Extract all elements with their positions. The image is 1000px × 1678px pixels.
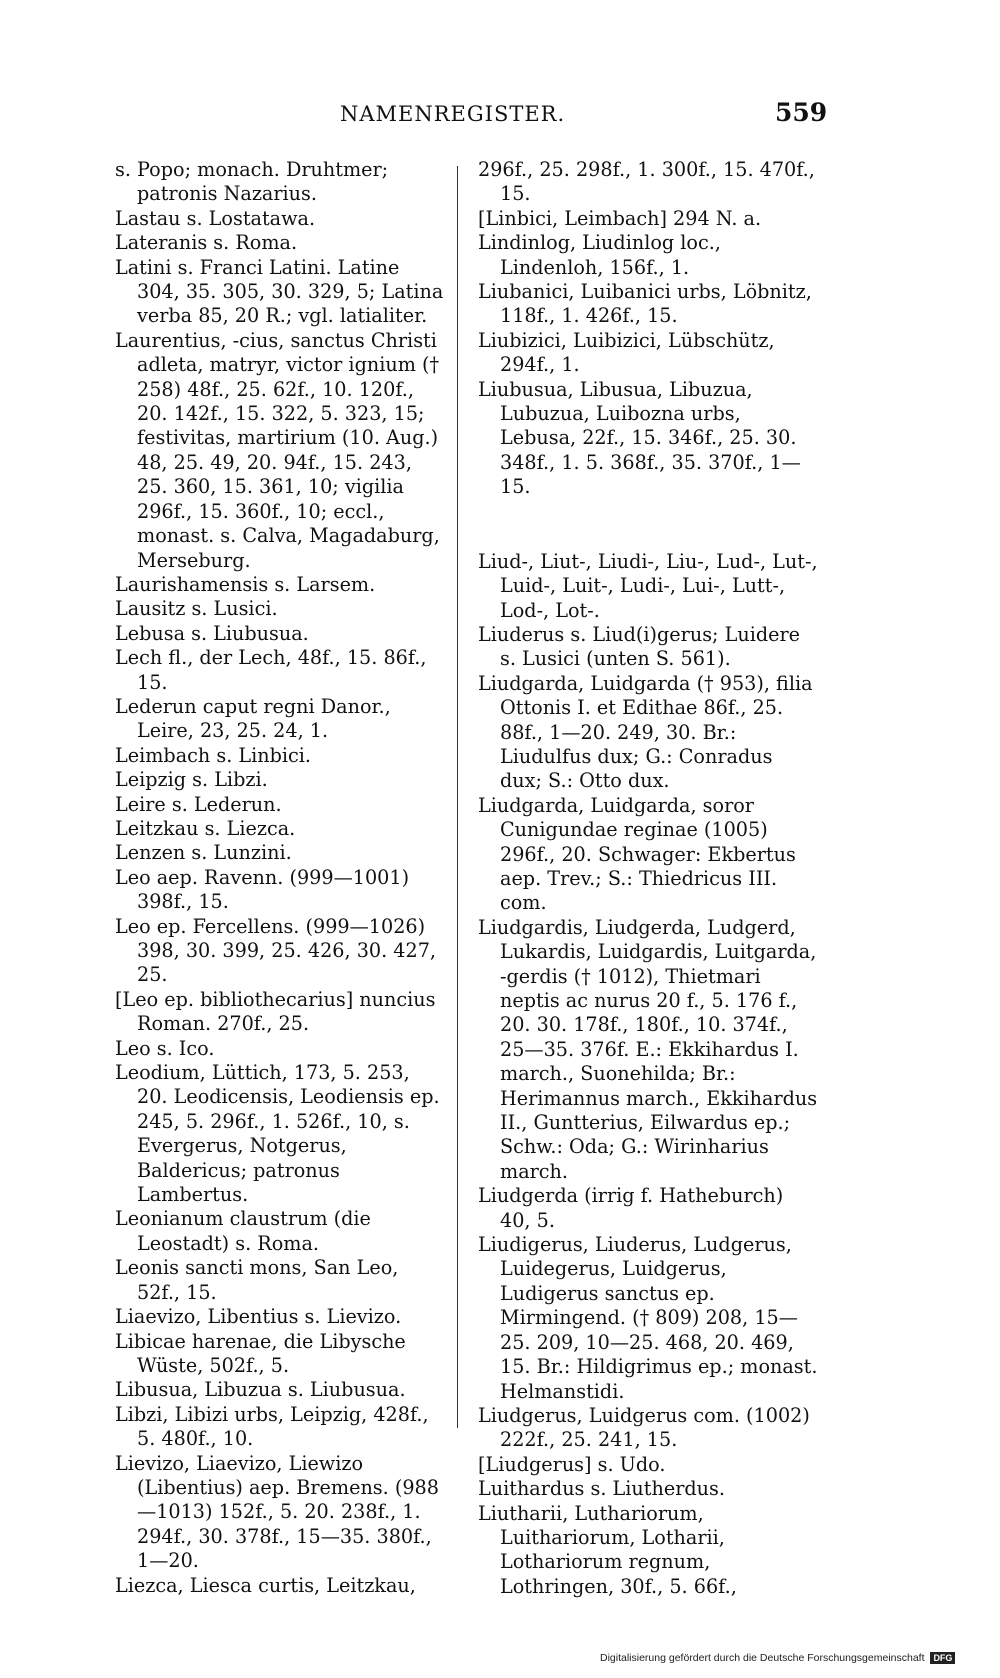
index-entry: Liudigerus, Liuderus, Ludgerus, Luidegerus, Luidgerus, Ludigerus sanctus ep. Mirmingend. († 809) 208, 15—25. 209, 10—25. 468, 20. 469, 15. Br.: Hildigrimus ep.; monast. Helmanstidi. — [478, 1233, 818, 1403]
index-entry: [Linbici, Leimbach] 294 N. a. — [478, 206, 762, 230]
index-entry: Lenzen s. Lunzini. — [115, 841, 292, 865]
index-entry: Lausitz s. Lusici. — [115, 597, 278, 621]
index-entry: Liezca, Liesca curtis, Leitzkau, — [115, 1573, 416, 1597]
index-entry: Leodium, Lüttich, 173, 5. 253, 20. Leodicensis, Leodiensis ep. 245, 5. 296f., 1. 526f., 10, s. Evergerus, Notgerus, Baldericus; patronus Lambertus. — [115, 1061, 440, 1207]
index-entry: Liuderus s. Liud(i)gerus; Luidere s. Lusici (unten S. 561). — [478, 622, 800, 671]
index-entry: Lastau s. Lostatawa. — [115, 206, 316, 230]
index-entry: Leimbach s. Linbici. — [115, 743, 312, 767]
index-entry: Leo s. Ico. — [115, 1036, 215, 1060]
index-entry: Lievizo, Liaevizo, Liewizo (Libentius) aep. Bremens. (988—1013) 152f., 5. 20. 238f., 1. 294f., 30. 378f., 15—35. 380f., 1—20. — [115, 1451, 439, 1573]
index-entry: Leitzkau s. Liezca. — [115, 816, 296, 840]
index-entry: 296f., 25. 298f., 1. 300f., 15. 470f., 15. — [478, 158, 815, 206]
index-entry: Leonis sancti mons, San Leo, 52f., 15. — [115, 1256, 399, 1304]
index-entry: Laurentius, -cius, sanctus Christi adleta, matryr, victor ignium († 258) 48f., 25. 62f., 10. 120f., 20. 142f., 15. 322, 5. 323, 15; festivitas, martirium (10. Aug.) 48, 25. 49, 20. 94f., 15. 243, 25. 360, 15. 361, 10; vigilia 296f., 15. 360f., 10; eccl., monast. s. Calva, Magadaburg, Merseburg. — [115, 328, 440, 572]
index-entry: Luithardus s. Liutherdus. — [478, 1477, 725, 1501]
index-entry: Lebusa s. Liubusua. — [115, 621, 309, 645]
section-gap — [478, 500, 818, 550]
index-entry: Lech fl., der Lech, 48f., 15. 86f., 15. — [115, 646, 427, 694]
index-entry: Liudgerda (irrig f. Hatheburch) 40, 5. — [478, 1184, 784, 1232]
column-divider — [457, 166, 458, 1428]
index-entry: Lindinlog, Liudinlog loc., Lindenloh, 156f., 1. — [478, 231, 721, 279]
index-entry: Laurishamensis s. Larsem. — [115, 572, 376, 596]
index-entry: Liaevizo, Libentius s. Lievizo. — [115, 1305, 402, 1329]
index-entry: Liubusua, Libusua, Libuzua, Lubuzua, Luibozna urbs, Lebusa, 22f., 15. 346f., 25. 30. 348f., 1. 5. 368f., 35. 370f., 1—15. — [478, 377, 801, 499]
index-column-left — [115, 158, 445, 1598]
index-column-right — [478, 158, 818, 1599]
index-entry: Lederun caput regni Danor., Leire, 23, 25. 24, 1. — [115, 694, 391, 743]
index-entry: Libzi, Libizi urbs, Leipzig, 428f., 5. 480f., 10. — [115, 1402, 429, 1451]
index-entry: Leo aep. Ravenn. (999—1001) 398f., 15. — [115, 865, 410, 914]
page-number: 559 — [775, 98, 828, 127]
index-entry: Liubizici, Luibizici, Lübschütz, 294f., 1. — [478, 328, 775, 377]
digitization-credit — [600, 1652, 955, 1664]
index-entry: Liutharii, Luthariorum, Luithariorum, Lotharii, Lothariorum regnum, Lothringen, 30f., 5. 66f., — [478, 1501, 737, 1598]
index-entry: Leipzig s. Libzi. — [115, 768, 268, 792]
index-entry: Latini s. Franci Latini. Latine 304, 35. 305, 30. 329, 5; Latina verba 85, 20 R.; vgl. latialiter. — [115, 255, 444, 328]
index-entry: s. Popo; monach. Druhtmer; patronis Nazarius. — [115, 158, 389, 206]
index-entry: [Leo ep. bibliothecarius] nuncius Roman. 270f., 25. — [115, 987, 436, 1036]
index-entry: Liudgarda, Luidgarda († 953), filia Ottonis I. et Edithae 86f., 25. 88f., 1—20. 249, 30. Br.: Liudulfus dux; G.: Conradus dux; S.: Otto dux. — [478, 671, 813, 793]
index-entry: Liudgarda, Luidgarda, soror Cunigundae reginae (1005) 296f., 20. Schwager: Ekbertus aep. Trev.; S.: Thiedricus III. com. — [478, 793, 796, 915]
credit-text: Digitalisierung gefördert durch die Deutsche Forschungsgemeinschaft — [600, 1652, 925, 1664]
index-entry: Leo ep. Fercellens. (999—1026) 398, 30. 399, 25. 426, 30. 427, 25. — [115, 914, 437, 987]
page-header — [0, 98, 1000, 138]
running-title: NAMENREGISTER. — [340, 102, 566, 126]
index-entry: Libicae harenae, die Libysche Wüste, 502f., 5. — [115, 1329, 406, 1377]
index-entry: Liubanici, Luibanici urbs, Löbnitz, 118f., 1. 426f., 15. — [478, 280, 812, 328]
index-entry: Leonianum claustrum (die Leostadt) s. Roma. — [115, 1207, 371, 1255]
index-entry: Liudgerus, Luidgerus com. (1002) 222f., 25. 241, 15. — [478, 1403, 810, 1452]
index-entry: Lateranis s. Roma. — [115, 231, 298, 255]
index-entry: [Liudgerus] s. Udo. — [478, 1452, 666, 1476]
index-entry: Leire s. Lederun. — [115, 792, 282, 816]
dfg-logo: DFG — [930, 1652, 955, 1664]
index-entry: Liudgardis, Liudgerda, Ludgerd, Lukardis, Luidgardis, Luitgarda, -gerdis († 1012), Thietmari neptis ac nurus 20 f., 5. 176 f., 20. 30. 178f., 180f., 10. 374f., 25—35. 376f. E.: Ekkihardus I. march., Suonehilda; Br.: Herimannus march., Ekkihardus II., Guntterius, Eilwardus ep.; Schw.: Oda; G.: Wirinharius march. — [478, 915, 818, 1183]
index-entry: Libusua, Libuzua s. Liubusua. — [115, 1378, 406, 1402]
index-entry: Liud-, Liut-, Liudi-, Liu-, Lud-, Lut-, Luid-, Luit-, Ludi-, Lui-, Lutt-, Lod-, Lot-. — [478, 549, 818, 622]
